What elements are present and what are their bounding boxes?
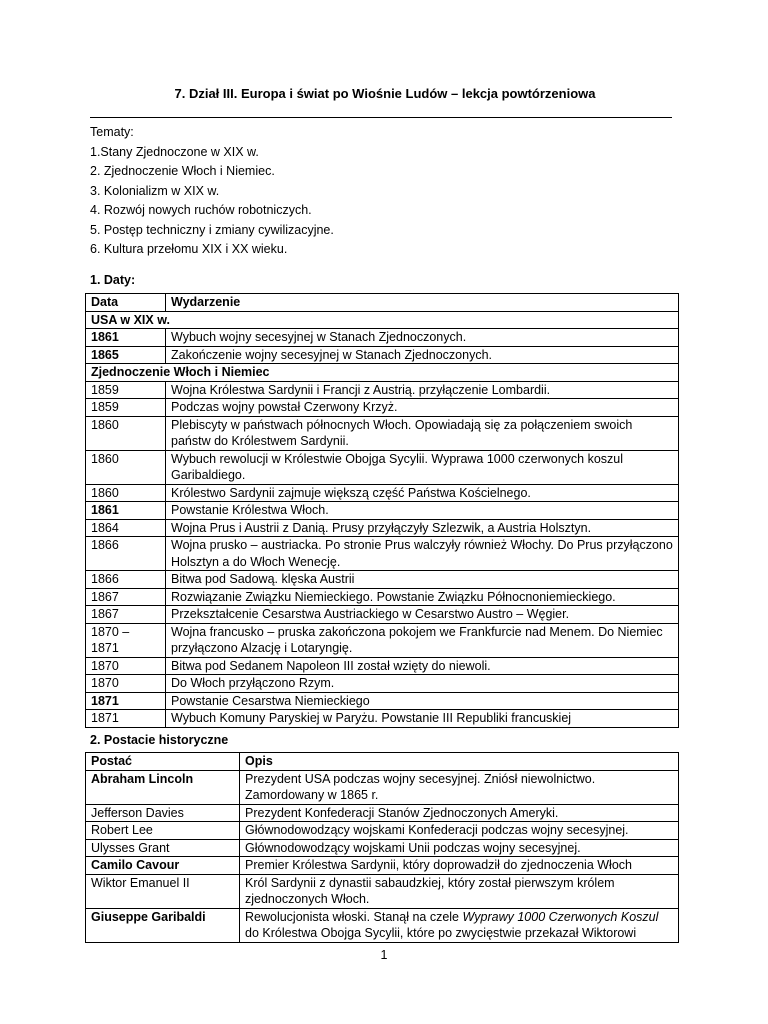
event-cell: Wojna Prus i Austrii z Danią. Prusy przyłączyły Szlezwik, a Austria Holsztyn. [166, 519, 679, 537]
column-header-person: Postać [86, 753, 240, 771]
table-row [86, 839, 679, 857]
person-name-cell: Robert Lee [86, 822, 240, 840]
event-cell: Wojna francusko – pruska zakończona pokojem we Frankfurcie nad Menem. Do Niemiec przyłączono Alzację i Lotaryngię. [166, 623, 679, 657]
dates-heading: 1. Daty: [90, 273, 136, 287]
date-cell: 1870 – 1871 [86, 623, 166, 657]
person-name-cell: Abraham Lincoln [86, 770, 240, 804]
table-row [86, 537, 679, 571]
dates-table [85, 293, 679, 728]
person-desc-cell: Król Sardynii z dynastii sabaudzkiej, który został pierwszym królem zjednoczonych Włoch. [240, 874, 679, 908]
column-header-date: Data [86, 294, 166, 312]
table-row [86, 588, 679, 606]
desc-italic-text: Wyprawy 1000 Czerwonych Koszul [462, 909, 659, 924]
table-row [86, 675, 679, 693]
column-header-event: Wydarzenie [166, 294, 679, 312]
page-number: 1 [380, 948, 388, 962]
person-desc-cell: Prezydent Konfederacji Stanów Zjednoczonych Ameryki. [240, 804, 679, 822]
group-label-usa: USA w XIX w. [86, 311, 679, 329]
table-row [86, 450, 679, 484]
table-row [86, 571, 679, 589]
event-cell: Bitwa pod Sedanem Napoleon III został wzięty do niewoli. [166, 657, 679, 675]
person-desc-cell: Głównodowodzący wojskami Konfederacji podczas wojny secesyjnej. [240, 822, 679, 840]
topic-item: 2. Zjednoczenie Włoch i Niemiec. [90, 164, 275, 178]
table-row [86, 519, 679, 537]
date-cell: 1870 [86, 675, 166, 693]
person-desc-cell [240, 908, 679, 942]
event-cell: Podczas wojny powstał Czerwony Krzyż. [166, 399, 679, 417]
table-row [86, 399, 679, 417]
event-cell: Bitwa pod Sadową. klęska Austrii [166, 571, 679, 589]
table-row [86, 623, 679, 657]
date-cell: 1866 [86, 537, 166, 571]
table-group-row [86, 311, 679, 329]
topic-item: 5. Postęp techniczny i zmiany cywilizacyjne. [90, 222, 334, 237]
table-row [86, 329, 679, 347]
person-name-cell: Camilo Cavour [86, 857, 240, 875]
person-name-cell: Jefferson Davies [86, 804, 240, 822]
document-title: 7. Dział III. Europa i świat po Wiośnie Ludów – lekcja powtórzeniowa [174, 86, 596, 101]
group-label-unification: Zjednoczenie Włoch i Niemiec [86, 364, 679, 382]
date-cell: 1864 [86, 519, 166, 537]
table-row [86, 908, 679, 942]
table-header-row [86, 294, 679, 312]
table-group-row [86, 364, 679, 382]
date-cell: 1866 [86, 571, 166, 589]
table-row [86, 502, 679, 520]
event-cell: Wybuch rewolucji w Królestwie Obojga Sycylii. Wyprawa 1000 czerwonych koszul Garibaldiego. [166, 450, 679, 484]
people-table [85, 752, 679, 943]
people-heading: 2. Postacie historyczne [90, 733, 229, 747]
event-cell: Królestwo Sardynii zajmuje większą część Państwa Kościelnego. [166, 484, 679, 502]
table-row [86, 381, 679, 399]
event-cell: Zakończenie wojny secesyjnej w Stanach Zjednoczonych. [166, 346, 679, 364]
date-cell: 1865 [86, 346, 166, 364]
table-row [86, 416, 679, 450]
event-cell: Wojna prusko – austriacka. Po stronie Prus walczyły również Włochy. Do Prus przyłączono Holsztyn a do Włoch Wenecję. [166, 537, 679, 571]
date-cell: 1871 [86, 692, 166, 710]
person-name-cell: Wiktor Emanuel II [86, 874, 240, 908]
column-header-description: Opis [240, 753, 679, 771]
table-row [86, 804, 679, 822]
table-row [86, 606, 679, 624]
date-cell: 1871 [86, 710, 166, 728]
event-cell: Powstanie Cesarstwa Niemieckiego [166, 692, 679, 710]
table-header-row [86, 753, 679, 771]
table-row [86, 857, 679, 875]
topic-item: 6. Kultura przełomu XIX i XX wieku. [90, 242, 288, 256]
event-cell: Wybuch Komuny Paryskiej w Paryżu. Powstanie III Republiki francuskiej [166, 710, 679, 728]
table-row [86, 484, 679, 502]
topic-item: 3. Kolonializm w XIX w. [90, 183, 220, 198]
event-cell: Wybuch wojny secesyjnej w Stanach Zjednoczonych. [166, 329, 679, 347]
person-name-cell: Ulysses Grant [86, 839, 240, 857]
desc-text: Rewolucjonista włoski. Stanął na czele [245, 909, 463, 924]
topics-list [90, 123, 334, 260]
date-cell: 1861 [86, 502, 166, 520]
date-cell: 1859 [86, 399, 166, 417]
date-cell: 1859 [86, 381, 166, 399]
desc-text: do Królestwa Obojga Sycylii, które po zwycięstwie przekazał Wiktorowi [245, 926, 637, 940]
event-cell: Wojna Królestwa Sardynii i Francji z Austrią. przyłączenie Lombardii. [166, 381, 679, 399]
person-desc-cell: Prezydent USA podczas wojny secesyjnej. Zniósł niewolnictwo. Zamordowany w 1865 r. [240, 770, 679, 804]
date-cell: 1860 [86, 484, 166, 502]
event-cell: Powstanie Królestwa Włoch. [166, 502, 679, 520]
table-row [86, 657, 679, 675]
title-underline [90, 117, 672, 118]
date-cell: 1860 [86, 416, 166, 450]
person-desc-cell: Głównodowodzący wojskami Unii podczas wojny secesyjnej. [240, 839, 679, 857]
topics-heading: Tematy: [90, 125, 134, 139]
date-cell: 1870 [86, 657, 166, 675]
table-row [86, 692, 679, 710]
table-row [86, 346, 679, 364]
date-cell: 1867 [86, 606, 166, 624]
date-cell: 1860 [86, 450, 166, 484]
table-row [86, 874, 679, 908]
table-row [86, 770, 679, 804]
event-cell: Do Włoch przyłączono Rzym. [166, 675, 679, 693]
event-cell: Rozwiązanie Związku Niemieckiego. Powstanie Związku Północnoniemieckiego. [166, 588, 679, 606]
person-desc-cell: Premier Królestwa Sardynii, który doprowadził do zjednoczenia Włoch [240, 857, 679, 875]
topic-item: 1.Stany Zjednoczone w XIX w. [90, 144, 259, 159]
person-name-cell: Giuseppe Garibaldi [86, 908, 240, 942]
table-row [86, 822, 679, 840]
table-row [86, 710, 679, 728]
date-cell: 1861 [86, 329, 166, 347]
event-cell: Przekształcenie Cesarstwa Austriackiego w Cesarstwo Austro – Węgier. [166, 606, 679, 624]
event-cell: Plebiscyty w państwach północnych Włoch. Opowiadają się za połączeniem swoich państw do Królestwem Sardynii. [166, 416, 679, 450]
date-cell: 1867 [86, 588, 166, 606]
topic-item: 4. Rozwój nowych ruchów robotniczych. [90, 203, 312, 217]
